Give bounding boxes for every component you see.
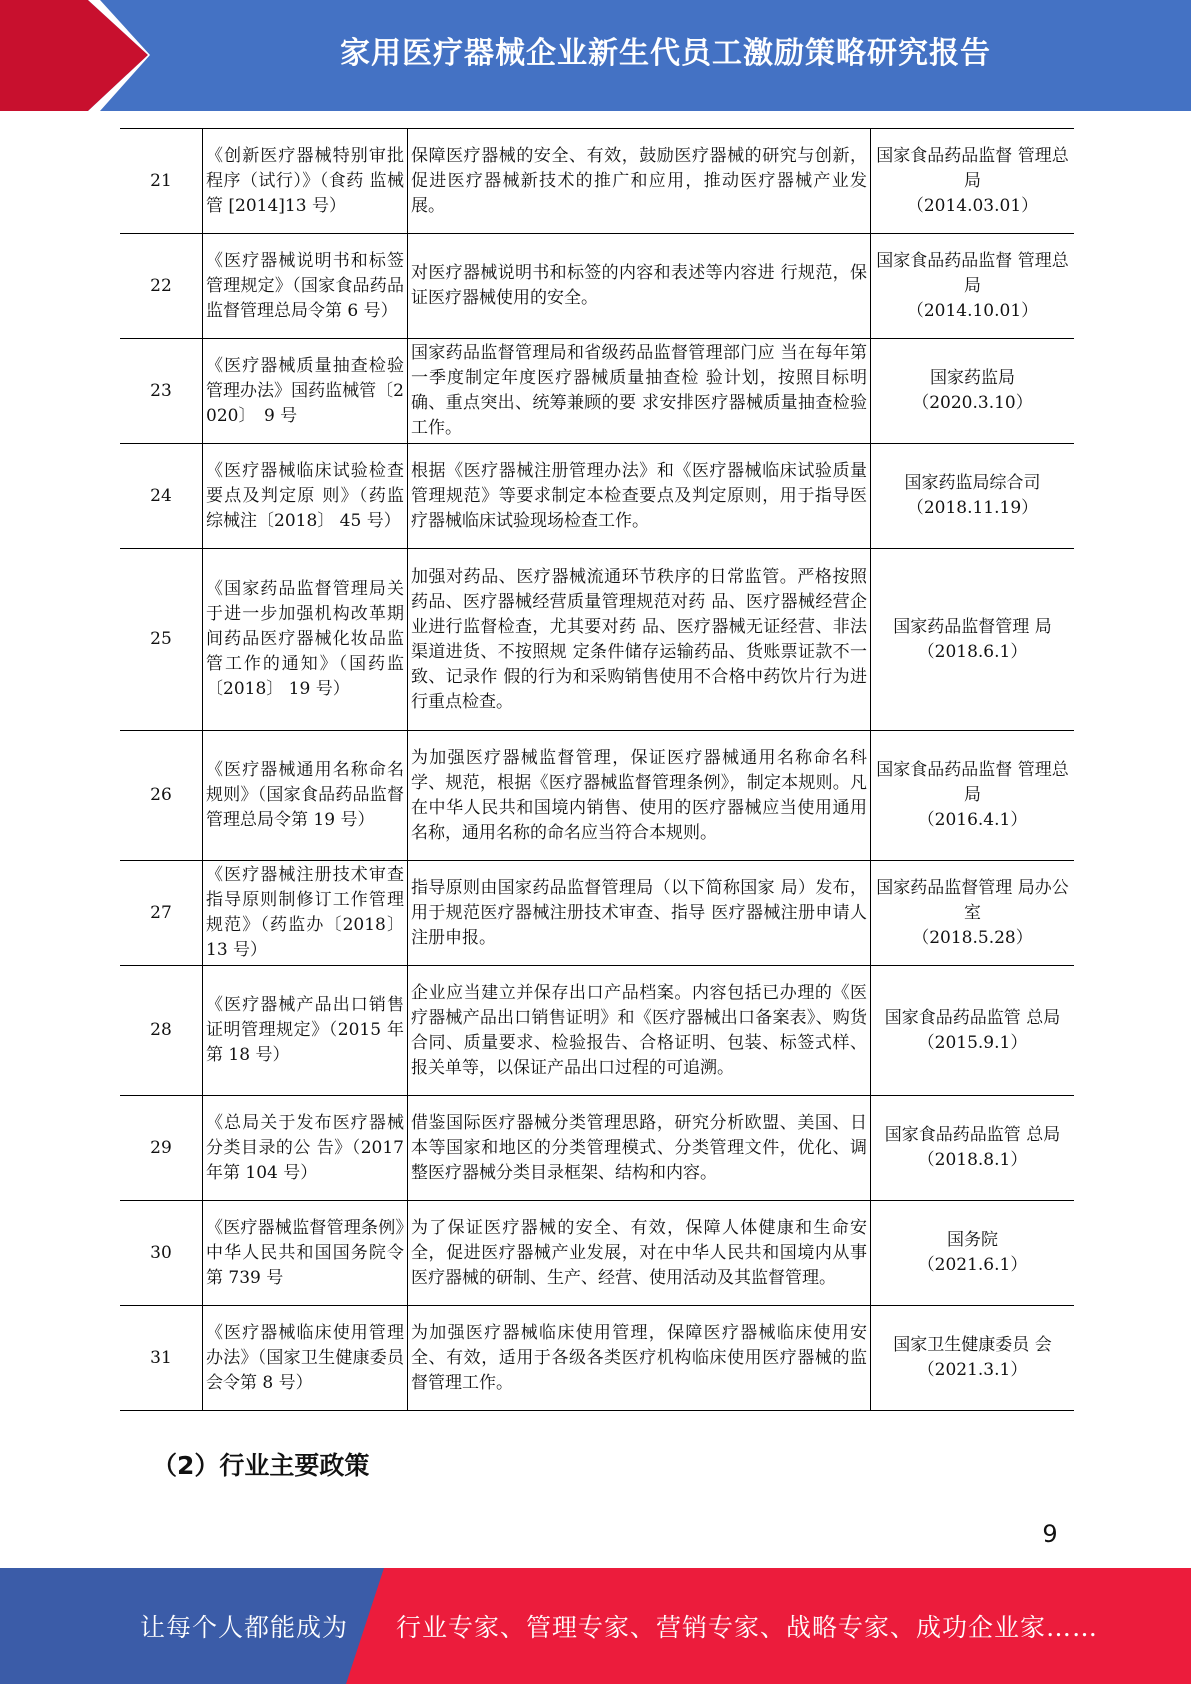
table-row	[120, 1201, 1074, 1306]
regulation-name: 《医疗器械通用名称命名规则》（国家食品药品监督管理总局令第 19 号）	[203, 731, 408, 861]
regulation-name: 《总局关于发布医疗器械分类目录的公 告》（2017 年第 104 号）	[203, 1096, 408, 1201]
regulation-description: 借鉴国际医疗器械分类管理思路，研究分析欧盟、美国、日本等国家和地区的分类管理模式、分类管理文件，优化、调整医疗器械分类目录框架、结构和内容。	[408, 1096, 871, 1201]
row-number: 30	[120, 1201, 203, 1306]
regulation-name: 《创新医疗器械特别审批程序（试行）》（食药 监械管 [2014]13 号）	[203, 129, 408, 234]
row-number: 21	[120, 129, 203, 234]
header-arrow-accent	[0, 0, 150, 111]
row-number: 27	[120, 861, 203, 966]
issuing-authority-cell	[871, 861, 1075, 966]
regulation-name: 《医疗器械产品出口销售证明管理规定》（2015 年第 18 号）	[203, 966, 408, 1096]
issuing-authority: 国家药监局综合司	[904, 473, 1041, 493]
table-row	[120, 861, 1074, 966]
row-number: 29	[120, 1096, 203, 1201]
regulation-description: 加强对药品、医疗器械流通环节秩序的日常监管。严格按照药品、医疗器械经营质量管理规范对药 品、医疗器械经营企业进行监督检查，尤其要对药 品、医疗器械无证经营、非法渠道进货、不按照规 定条件储存运输药品、货账票证款不一致、记录作 假的行为和采购销售使用不合格中药饮片行为进 行重点检查。	[408, 549, 871, 731]
effective-date: （2021.3.1）	[917, 1360, 1028, 1380]
regulations-table-body	[120, 129, 1074, 1411]
regulation-name: 《医疗器械质量抽查检验管理办法》国药监械管〔2020〕 9 号	[203, 339, 408, 444]
row-number: 25	[120, 549, 203, 731]
issuing-authority-cell	[871, 966, 1075, 1096]
issuing-authority-cell	[871, 1306, 1075, 1411]
regulations-table	[120, 128, 1074, 1411]
row-number: 28	[120, 966, 203, 1096]
issuing-authority: 国务院	[947, 1230, 998, 1250]
regulation-name: 《医疗器械注册技术审查指导原则制修订工作管理规范》（药监办〔2018〕13 号）	[203, 861, 408, 966]
issuing-authority-cell	[871, 731, 1075, 861]
regulations-table-wrapper	[120, 128, 1071, 1411]
row-number: 24	[120, 444, 203, 549]
table-row	[120, 444, 1074, 549]
regulation-name: 《医疗器械临床试验检查要点及判定原 则》（药监综械注〔2018〕 45 号）	[203, 444, 408, 549]
regulation-description: 保障医疗器械的安全、有效，鼓励医疗器械的研究与创新，促进医疗器械新技术的推广和应用，推动医疗器械产业发展。	[408, 129, 871, 234]
issuing-authority-cell	[871, 444, 1075, 549]
table-row	[120, 129, 1074, 234]
report-title: 家用医疗器械企业新生代员工激励策略研究报告	[340, 36, 991, 71]
issuing-authority: 国家食品药品监管 总局	[884, 1125, 1061, 1145]
table-row	[120, 1306, 1074, 1411]
issuing-authority: 国家卫生健康委员 会	[893, 1335, 1052, 1355]
table-row	[120, 1096, 1074, 1201]
table-row	[120, 966, 1074, 1096]
regulation-description: 指导原则由国家药品监督管理局（以下简称国家 局）发布，用于规范医疗器械注册技术审查、指导 医疗器械注册申请人注册申报。	[408, 861, 871, 966]
row-number: 26	[120, 731, 203, 861]
effective-date: （2015.9.1）	[917, 1032, 1028, 1053]
regulation-name: 《国家药品监督管理局关于进一步加强机构改革期间药品医疗器械化妆品监管工作的通知》（国药监〔2018〕 19 号）	[203, 549, 408, 731]
effective-date: （2014.10.01）	[906, 300, 1039, 321]
regulation-name: 《医疗器械临床使用管理办法》（国家卫生健康委员会令第 8 号）	[203, 1306, 408, 1411]
section-heading: （2）行业主要政策	[152, 1451, 370, 1480]
regulation-description: 为加强医疗器械监督管理，保证医疗器械通用名称命名科学、规范，根据《医疗器械监督管理条例》，制定本规则。凡在中华人民共和国境内销售、使用的医疗器械应当使用通用名称，通用名称的命名应当符合本规则。	[408, 731, 871, 861]
page-number: 9	[1042, 1520, 1058, 1548]
regulation-description: 对医疗器械说明书和标签的内容和表述等内容进 行规范，保证医疗器械使用的安全。	[408, 234, 871, 339]
regulation-name: 《医疗器械说明书和标签管理规定》（国家食品药品监督管理总局令第 6 号）	[203, 234, 408, 339]
issuing-authority-cell	[871, 129, 1075, 234]
issuing-authority: 国家药品监督管理 局办公室	[876, 877, 1069, 923]
regulation-description: 国家药品监督管理局和省级药品监督管理部门应 当在每年第一季度制定年度医疗器械质量抽查检 验计划，按照目标明确、重点突出、统筹兼顾的要 求安排医疗器械质量抽查检验工作。	[408, 339, 871, 444]
issuing-authority: 国家食品药品监督 管理总局	[876, 145, 1069, 191]
page-footer	[0, 1568, 1191, 1684]
issuing-authority: 国家食品药品监督 管理总局	[876, 250, 1069, 296]
footer-slogan-right: 行业专家、管理专家、营销专家、战略专家、成功企业家……	[396, 1613, 1099, 1642]
effective-date: （2018.8.1）	[917, 1150, 1028, 1170]
row-number: 31	[120, 1306, 203, 1411]
row-number: 22	[120, 234, 203, 339]
issuing-authority-cell	[871, 549, 1075, 731]
effective-date: （2018.11.19）	[906, 498, 1039, 518]
regulation-description: 为加强医疗器械临床使用管理，保障医疗器械临床使用安全、有效，适用于各级各类医疗机构临床使用医疗器械的监督管理工作。	[408, 1306, 871, 1411]
issuing-authority-cell	[871, 234, 1075, 339]
regulation-description: 为了保证医疗器械的安全、有效，保障人体健康和生命安全，促进医疗器械产业发展，对在中华人民共和国境内从事医疗器械的研制、生产、经营、使用活动及其监督管理。	[408, 1201, 871, 1306]
issuing-authority-cell	[871, 339, 1075, 444]
effective-date: （2018.6.1）	[917, 641, 1028, 662]
table-row	[120, 549, 1074, 731]
regulation-description: 企业应当建立并保存出口产品档案。内容包括已办理的《医疗器械产品出口销售证明》和《医疗器械出口备案表》、购货合同、质量要求、检验报告、合格证明、包装、标签式样、报关单等，以保证产品出口过程的可追溯。	[408, 966, 871, 1096]
issuing-authority: 国家药品监督管理 局	[893, 616, 1052, 637]
effective-date: （2014.03.01）	[906, 195, 1039, 216]
issuing-authority: 国家药监局	[930, 368, 1015, 388]
issuing-authority: 国家食品药品监管 总局	[884, 1007, 1061, 1028]
regulation-description: 根据《医疗器械注册管理办法》和《医疗器械临床试验质量管理规范》等要求制定本检查要点及判定原则，用于指导医疗器械临床试验现场检查工作。	[408, 444, 871, 549]
table-row	[120, 339, 1074, 444]
issuing-authority: 国家食品药品监督 管理总局	[876, 760, 1069, 805]
table-row	[120, 731, 1074, 861]
effective-date: （2018.5.28）	[912, 927, 1033, 948]
page-header	[0, 0, 1191, 111]
effective-date: （2016.4.1）	[917, 810, 1028, 830]
issuing-authority-cell	[871, 1096, 1075, 1201]
footer-slogan-left: 让每个人都能成为	[140, 1613, 349, 1642]
effective-date: （2021.6.1）	[917, 1255, 1028, 1275]
issuing-authority-cell	[871, 1201, 1075, 1306]
row-number: 23	[120, 339, 203, 444]
regulation-name: 《医疗器械监督管理条例》中华人民共和国国务院令第 739 号	[203, 1201, 408, 1306]
effective-date: （2020.3.10）	[912, 393, 1033, 413]
table-row	[120, 234, 1074, 339]
